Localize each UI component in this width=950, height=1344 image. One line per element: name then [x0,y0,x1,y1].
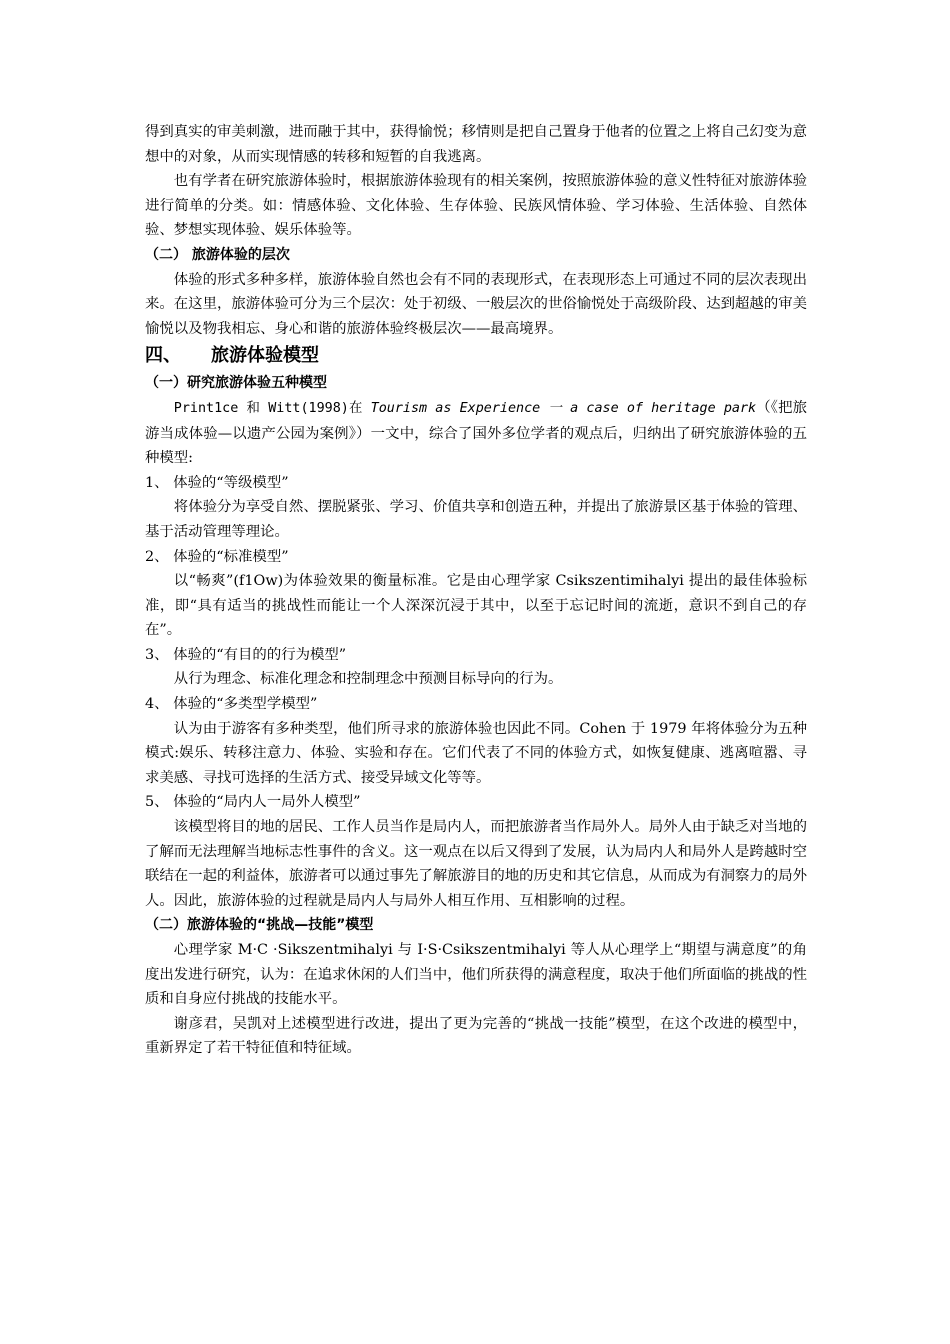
paragraph-csikszentmihalyi: 心理学家 M·C ·Sikszentmihalyi 与 I·S·Csikszentmihalyi 等人从心理学上“期望与满意度”的角度出发进行研究，认为：在追求休闲的人们当中，他们所获得的满意程度，取决于他们所面临的挑战的性质和自身应付挑战的技能水平。 [145,942,807,1008]
paragraph-prentice-witt [145,396,807,471]
document-page [145,120,807,1061]
citation-description: （《把旅游当成体验—以遗产公园为案例》）一文中，综合了国外多位学者的观点后，归纳出了研究旅游体验的五种模型: [145,399,807,467]
section-title: 旅游体验模型 [211,345,319,367]
paragraph-three-levels: 体验的形式多种多样，旅游体验自然也会有不同的表现形式，在表现形态上可通过不同的层次表现出来。在这里，旅游体验可分为三个层次：处于初级、一般层次的世俗愉悦处于高级阶段、达到超越的审美愉悦以及物我相忘、身心和谐的旅游体验终极层次——最高境界。 [145,271,807,337]
model-2-body: 以“畅爽”(f1Ow)为体验效果的衡量标准。它是由心理学家 Csikszentimihalyi 提出的最佳体验标准，即“具有适当的挑战性而能让一个人深深沉浸于其中，以至于忘记时间的流逝，意识不到自己的存在”。 [145,573,807,639]
model-2-title: 2、 体验的“标准模型” [145,548,289,565]
model-4-title: 4、 体验的“多类型学模型” [145,696,318,713]
section-heading-models [145,341,807,371]
model-1-body: 将体验分为享受自然、摆脱紧张、学习、价值共享和创造五种，并提出了旅游景区基于体验的管理、基于活动管理等理论。 [145,499,807,540]
model-1-title: 1、 体验的“等级模型” [145,474,289,491]
citation-authors: Print1ce 和 Witt(1998)在 [173,400,371,416]
model-5-title: 5、 体验的“局内人一局外人模型” [145,794,361,811]
paragraph-improved-model: 谢彦君，吴凯对上述模型进行改进，提出了更为完善的“挑战一技能”模型，在这个改进的模型中，重新界定了若干特征值和特征域。 [145,1015,807,1057]
model-4-body: 认为由于游客有多种类型，他们所寻求的旅游体验也因此不同。Cohen 于 1979 年将体验分为五种模式:娱乐、转移注意力、体验、实验和存在。它们代表了不同的体验方式，如恢复健康、逃离喧嚣、寻求美感、寻找可选择的生活方式、接受异域文化等等。 [145,720,807,786]
citation-title: Tourism as Experience 一 a case of heritage park [370,400,757,416]
model-3-body: 从行为理念、标准化理念和控制理念中预测目标导向的行为。 [173,671,563,688]
section-number: 四、 [145,345,181,367]
model-5-body: 该模型将目的地的居民、工作人员当作是局内人，而把旅游者当作局外人。局外人由于缺乏对当地的了解而无法理解当地标志性事件的含义。这一观点在以后又得到了发展，认为局内人和局外人是跨越时空联结在一起的利益体，旅游者可以通过事先了解旅游目的地的历史和其它信息，从而成为有洞察力的局外人。因此，旅游体验的过程就是局内人与局外人相互作用、互相影响的过程。 [145,819,807,909]
heading-challenge-skill: （二）旅游体验的“挑战—技能”模型 [145,917,374,934]
heading-experience-levels: （二） 旅游体验的层次 [145,246,290,263]
model-3-title: 3、 体验的“有目的的行为模型” [145,646,347,663]
paragraph-classification: 也有学者在研究旅游体验时，根据旅游体验现有的相关案例，按照旅游体验的意义性特征对旅游体验进行简单的分类。如：情感体验、文化体验、生存体验、民族风情体验、学习体验、生活体验、自然体验、梦想实现体验、娱乐体验等。 [145,173,807,239]
paragraph-empathy-continuation: 得到真实的审美刺激，进而融于其中，获得愉悦；移情则是把自己置身于他者的位置之上将自己幻变为意想中的对象，从而实现情感的转移和短暂的自我逃离。 [145,124,807,165]
heading-five-models: （一）研究旅游体验五种模型 [145,375,327,392]
